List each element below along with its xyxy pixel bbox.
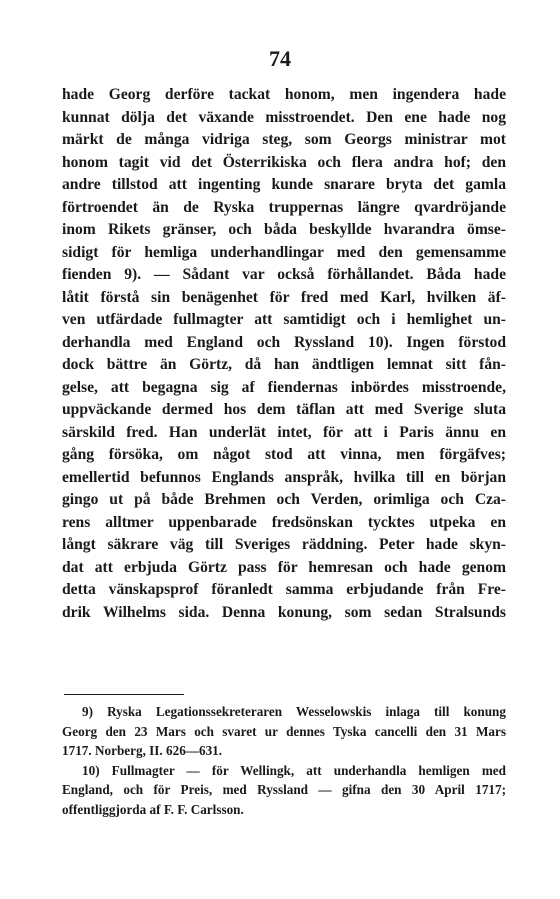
text-line: ven utfärdade fullmagter att samtidigt och i hemlighet un- (62, 311, 506, 328)
text-line: uppväckande dermed hos dem täflan att med Sverige sluta (62, 401, 506, 418)
footnote-line: 1717. Norberg, II. 626—631. (62, 743, 223, 758)
footnote-line: offentliggjorda af F. F. Carlsson. (62, 801, 244, 817)
footnote-9 (62, 702, 506, 761)
text-line: sidigt för hemliga underhandlingar med den gemensamme (62, 243, 506, 261)
text-line: rens alltmer uppenbarade fredsönskan tycktes utpeka en (62, 513, 506, 531)
text-line: särskild fred. Han underlät intet, för att i Paris ännu en (62, 423, 506, 441)
footnote-line: 9) Ryska Legationssekreteraren Wesselowskis inlaga till konung (82, 704, 506, 719)
text-line: kunnat dölja det växande misstroendet. Den ene hade nog (62, 108, 506, 126)
text-line: dock bättre än Görtz, då han ändtligen lemnat sitt fån- (62, 356, 506, 373)
text-line: låtit förstå sin benägenhet för fred med Karl, hvilken äf- (62, 288, 506, 306)
text-line: gång försöka, om något stod att vinna, men förgäfves; (62, 446, 506, 463)
footnote-line: 10) Fullmagter — för Wellingk, att underhandla hemligen med (82, 762, 506, 778)
text-line: derhandla med England och Ryssland 10). Ingen förstod (62, 333, 506, 351)
text-line: förtroendet än de Ryska truppernas längre qvardröjande (62, 198, 506, 216)
text-line: honom tagit vid det Österrikiska och flera andra hof; den (62, 153, 506, 171)
page-number: 74 (269, 46, 291, 71)
text-line: inom Rikets gränser, och båda beskyllde hvarandra ömse- (62, 221, 506, 238)
text-line: detta vänskapsprof föranledt samma erbjudande från Fre- (62, 581, 506, 598)
footnote-line: Georg den 23 Mars och svaret ur dennes Tyska cancelli den 31 Mars (62, 723, 506, 739)
text-line: gelse, att begagna sig af fiendernas inbördes misstroende, (62, 378, 506, 396)
footnote-line: England, och för Preis, med Ryssland — gifna den 30 April 1717; (62, 782, 506, 797)
text-line: emellertid befunnos Englands anspråk, hvilka till en början (62, 468, 506, 486)
text-line: märkt de många vidriga steg, som Georgs ministrar mot (62, 131, 506, 148)
text-line: dat att erbjuda Görtz pass för hemresan och hade genom (62, 558, 506, 576)
body-text (62, 84, 506, 624)
footnote-10 (62, 761, 506, 820)
text-line: gingo ut på både Brehmen och Verden, orimliga och Cza- (62, 491, 506, 508)
text-line: drik Wilhelms sida. Denna konung, som sedan Stralsunds (62, 603, 506, 621)
footnotes (62, 702, 506, 819)
text-line: andre tillstod att ingenting kunde snarare bryta det gamla (62, 176, 506, 193)
footnote-divider (64, 694, 184, 695)
text-line: långt säkrare väg till Sveriges räddning. Peter hade skyn- (62, 536, 506, 553)
text-line: hade Georg derföre tackat honom, men ingendera hade (62, 86, 506, 103)
text-line: fienden 9). — Sådant var också förhållandet. Båda hade (62, 266, 506, 283)
